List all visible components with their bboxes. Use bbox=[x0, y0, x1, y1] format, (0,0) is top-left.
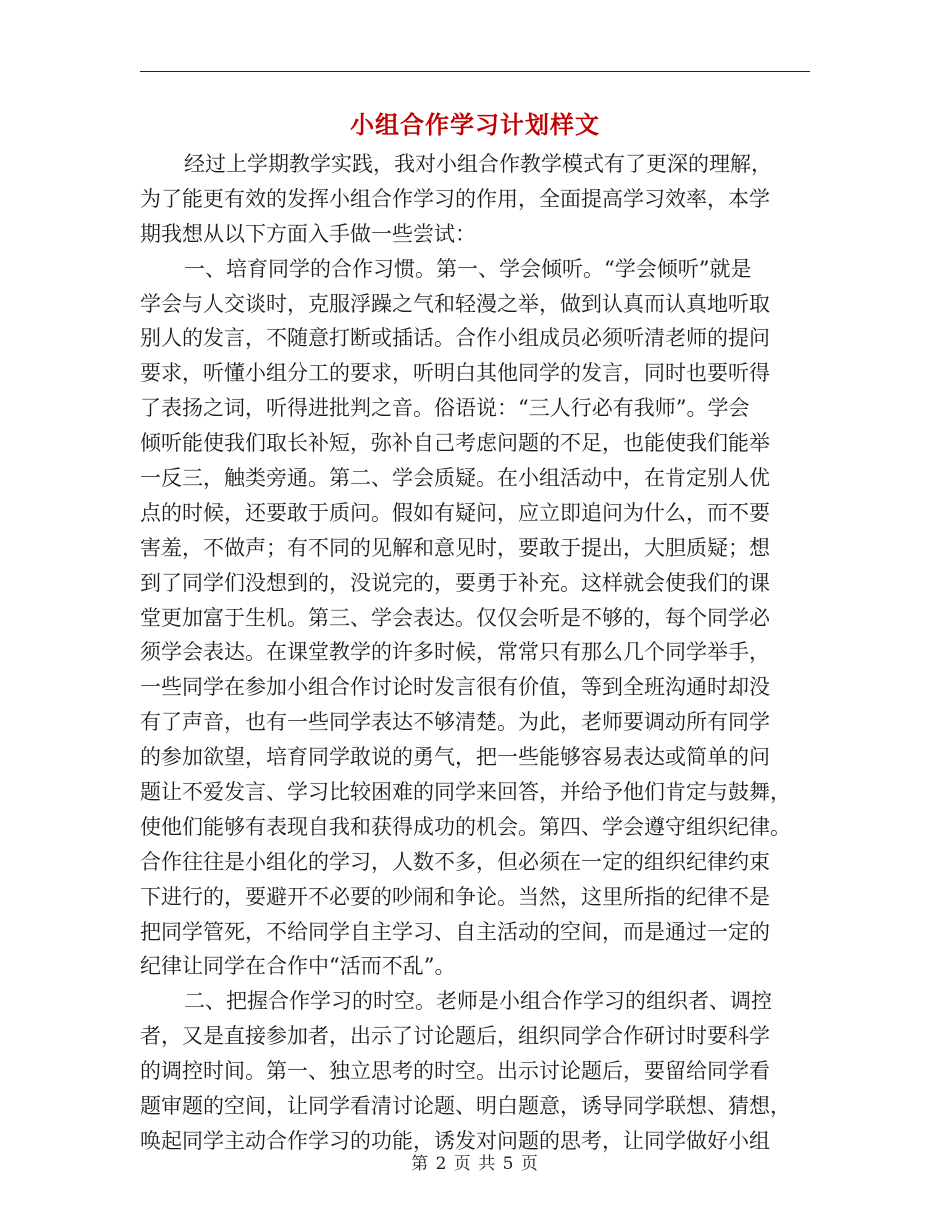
body-line: 一反三，触类旁通。第二、学会质疑。在小组活动中，在肯定别人优 bbox=[140, 466, 770, 491]
body-line: 经过上学期教学实践，我对小组合作教学模式有了更深的理解， bbox=[184, 152, 772, 176]
body-line: 把同学管死，不给同学自主学习、自主活动的空间，而是通过一定的 bbox=[140, 919, 770, 944]
body-line: 有了声音，也有一些同学表达不够清楚。为此，老师要调动所有同学 bbox=[140, 710, 770, 735]
body-line: 须学会表达。在课堂教学的许多时候，常常只有那么几个同学举手， bbox=[140, 640, 770, 665]
header-rule bbox=[140, 71, 810, 72]
body-line: 一、培育同学的合作习惯。第一、学会倾听。“学会倾听”就是 bbox=[184, 256, 752, 281]
body-line: 到了同学们没想到的，没说完的，要勇于补充。这样就会使我们的课 bbox=[140, 570, 770, 595]
body-line: 要求，听懂小组分工的要求，听明白其他同学的发言，同时也要听得 bbox=[140, 361, 770, 386]
body-line: 合作往往是小组化的学习，人数不多，但必须在一定的组织纪律约束 bbox=[140, 849, 770, 874]
body-line: 点的时候，还要敢于质问。假如有疑问，应立即追问为什么，而不要 bbox=[140, 500, 770, 525]
body-line: 为了能更有效的发挥小组合作学习的作用，全面提高学习效率，本学 bbox=[140, 186, 770, 211]
body-line: 下进行的，要避开不必要的吵闹和争论。当然，这里所指的纪律不是 bbox=[140, 884, 770, 909]
body-line: 二、把握合作学习的时空。老师是小组合作学习的组织者、调控 bbox=[184, 989, 772, 1014]
body-line: 倾听能使我们取长补短，弥补自己考虑问题的不足，也能使我们能举 bbox=[140, 431, 770, 456]
body-line: 一些同学在参加小组合作讨论时发言很有价值，等到全班沟通时却没 bbox=[140, 675, 770, 700]
body-line: 别人的发言，不随意打断或插话。合作小组成员必须听清老师的提问 bbox=[140, 326, 770, 351]
body-line: 学会与人交谈时，克服浮躁之气和轻漫之举，做到认真而认真地听取 bbox=[140, 291, 770, 316]
body-line: 题审题的空间，让同学看清讨论题、明白题意，诱导同学联想、猜想， bbox=[140, 1094, 791, 1119]
body-line: 题让不爱发言、学习比较困难的同学来回答，并给予他们肯定与鼓舞， bbox=[140, 780, 791, 805]
document-body bbox=[140, 147, 812, 1159]
body-line: 唤起同学主动合作学习的功能，诱发对问题的思考，让同学做好小组 bbox=[140, 1128, 770, 1153]
body-line: 的参加欲望，培育同学敢说的勇气，把一些能够容易表达或简单的问 bbox=[140, 745, 770, 770]
body-line: 期我想从以下方面入手做一些尝试： bbox=[140, 221, 476, 246]
body-line: 堂更加富于生机。第三、学会表达。仅仅会听是不够的，每个同学必 bbox=[140, 605, 770, 630]
body-line: 纪律让同学在合作中“活而不乱”。 bbox=[140, 954, 456, 979]
body-line: 者，又是直接参加者，出示了讨论题后，组织同学合作研讨时要科学 bbox=[140, 1024, 770, 1049]
body-line: 害羞，不做声；有不同的见解和意见时，要敢于提出，大胆质疑；想 bbox=[140, 535, 770, 560]
page-number: 第 2 页 共 5 页 bbox=[411, 1154, 539, 1174]
body-line: 使他们能够有表现自我和获得成功的机会。第四、学会遵守组织纪律。 bbox=[140, 814, 791, 839]
document-title: 小组合作学习计划样文 bbox=[350, 110, 600, 139]
body-line: 了表扬之词，听得进批判之音。俗语说：“三人行必有我师”。学会 bbox=[140, 396, 750, 421]
body-line: 的调控时间。第一、独立思考的时空。出示讨论题后，要留给同学看 bbox=[140, 1059, 770, 1084]
